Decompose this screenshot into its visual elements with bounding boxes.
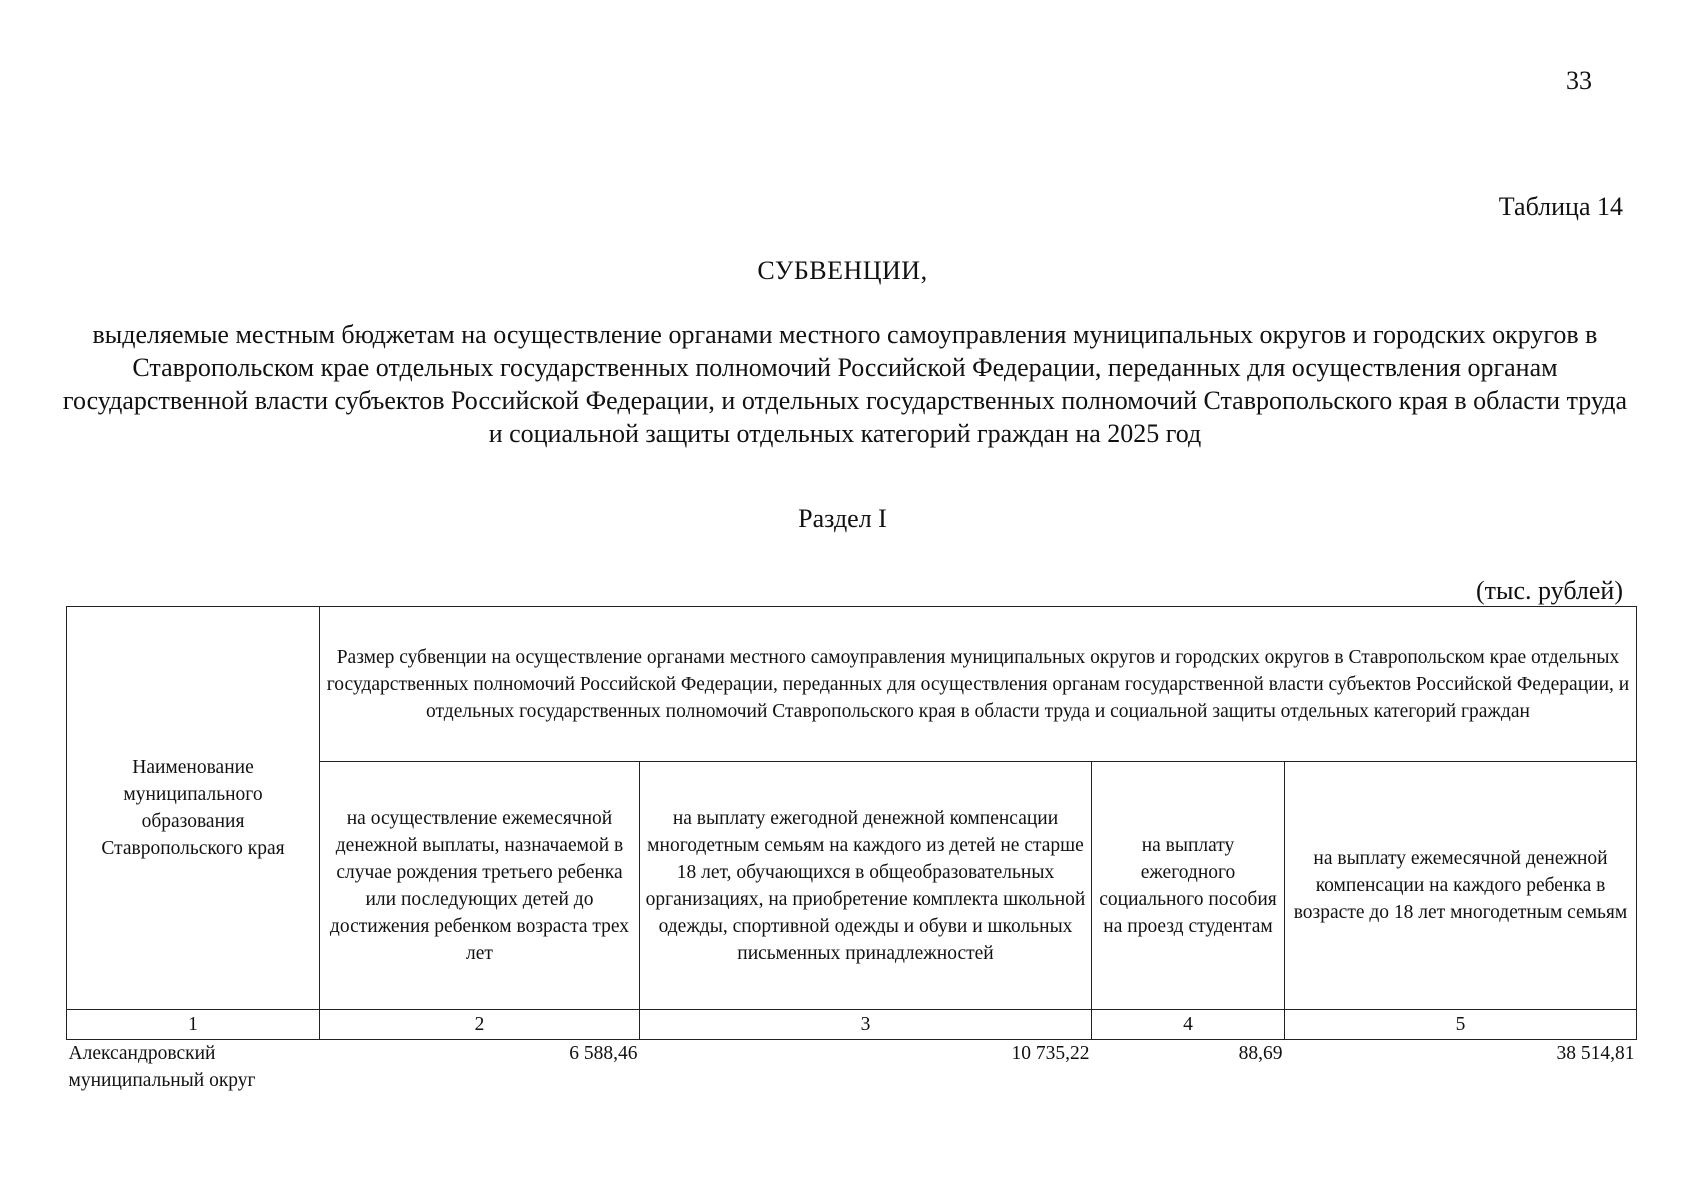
document-subtitle: выделяемые местным бюджетам на осуществление органами местного самоуправления муниципальных округов и городских округов в Ставропольском крае отдельных государственных полномочий Российской Федерации, переданных для осуществления органам государственной власти субъектов Российской Федерации, и отдельных государственных полномочий Ставропольского края в области труда и социальной защиты отдельных категорий граждан на 2025 год bbox=[62, 320, 1628, 448]
unit-label: (тыс. рублей) bbox=[1475, 576, 1623, 605]
subventions-table bbox=[66, 606, 1637, 1094]
page-number: 33 bbox=[1566, 66, 1592, 95]
subheader-monthly-payment: на осуществление ежемесячной денежной выплаты, назначаемой в случае рождения третьего ребенка или последующих детей до достижения ребенком возраста трех лет bbox=[320, 762, 640, 1010]
column-number: 4 bbox=[1092, 1010, 1285, 1040]
subheader-school-clothing-compensation: на выплату ежегодной денежной компенсации многодетным семьям на каждого из детей не старше 18 лет, обучающихся в общеобразовательных организациях, на приобретение комплекта школьной одежды, спортивной одежды и обуви и школьных письменных принадлежностей bbox=[640, 762, 1092, 1010]
municipality-header: Наименование муниципального образования Ставропольского края bbox=[67, 607, 320, 1010]
subheader-monthly-compensation: на выплату ежемесячной денежной компенсации на каждого ребенка в возрасте до 18 лет многодетным семьям bbox=[1285, 762, 1637, 1010]
value-cell: 6 588,46 bbox=[569, 1043, 638, 1064]
column-number: 2 bbox=[320, 1010, 640, 1040]
value-cell: 38 514,81 bbox=[1556, 1043, 1635, 1064]
table-row bbox=[67, 1040, 1637, 1095]
group-header: Размер субвенции на осуществление органами местного самоуправления муниципальных округов и городских округов в Ставропольском крае отдельных государственных полномочий Российской Федерации, переданных для осуществления органам государственной власти субъектов Российской Федерации, и отдельных государственных полномочий Ставропольского края в области труда и социальной защиты отдельных категорий граждан bbox=[320, 607, 1637, 762]
document-title: СУБВЕНЦИИ, bbox=[757, 256, 928, 285]
column-number: 3 bbox=[640, 1010, 1092, 1040]
table-label: Таблица 14 bbox=[1498, 192, 1623, 221]
section-label: Раздел I bbox=[798, 504, 887, 533]
municipality-name: Александровский муниципальный округ bbox=[68, 1043, 256, 1091]
column-number: 1 bbox=[67, 1010, 320, 1040]
column-number: 5 bbox=[1285, 1010, 1637, 1040]
value-cell: 10 735,22 bbox=[1011, 1043, 1090, 1064]
value-cell: 88,69 bbox=[1238, 1043, 1283, 1064]
subheader-student-travel-allowance: на выплату ежегодного социального пособия на проезд студентам bbox=[1092, 762, 1285, 1010]
